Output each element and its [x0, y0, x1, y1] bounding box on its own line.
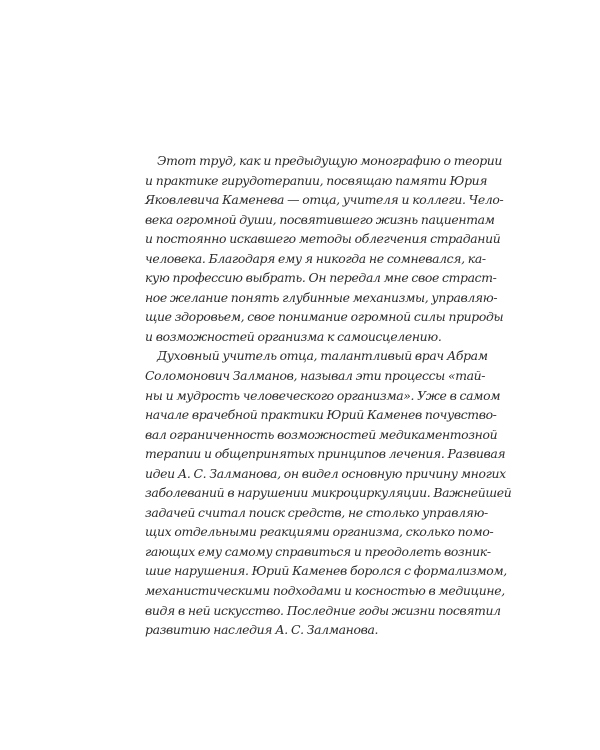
- text-line: века огромной души, посвятившего жизнь пациентам: [145, 211, 495, 227]
- text-line: Яковлевича Каменева — отца, учителя и коллеги. Чело-: [145, 192, 504, 208]
- text-line: и возможностей организма к самоисцелению.: [145, 328, 442, 344]
- paragraph-teacher: [145, 346, 512, 639]
- text-line: гающих ему самому справиться и преодолеть возник-: [145, 543, 491, 559]
- text-line: кую профессию выбрать. Он передал мне свое страст-: [145, 270, 497, 286]
- text-line: заболеваний в нарушении микроциркуляции. Важнейшей: [145, 485, 512, 501]
- text-line: и постоянно искавшего методы облегчения страданий: [145, 231, 501, 247]
- text-line: щих отдельными реакциями организма, сколько помо-: [145, 524, 494, 540]
- text-line: шие нарушения. Юрий Каменев боролся с формализмом,: [145, 563, 507, 579]
- text-line: терапии и общепринятых принципов лечения. Развивая: [145, 446, 506, 462]
- text-line: механистическими подходами и косностью в медицине,: [145, 583, 505, 599]
- text-line: Соломонович Залманов, называл эти процессы «тай-: [145, 368, 486, 384]
- text-line: вал ограниченность возможностей медикаментозной: [145, 426, 498, 442]
- text-line: человека. Благодаря ему я никогда не сомневался, ка-: [145, 250, 486, 266]
- dedication-text: [145, 151, 512, 640]
- text-line: ное желание понять глубинные механизмы, управляю-: [145, 289, 498, 305]
- text-line: Этот труд, как и предыдущую монографию о теории: [157, 153, 503, 168]
- text-line: развитию наследия А. С. Залманова.: [145, 622, 379, 638]
- text-line: видя в ней искусство. Последние годы жизни посвятил: [145, 602, 501, 618]
- text-line: щие здоровьем, свое понимание огромной силы природы: [145, 309, 504, 325]
- text-line: начале врачебной практики Юрий Каменев почувство-: [145, 407, 497, 423]
- text-line: и практике гирудотерапии, посвящаю памяти Юрия: [145, 172, 488, 188]
- text-line: ны и мудрость человеческого организма». Уже в самом: [145, 387, 501, 403]
- paragraph-dedication: [145, 151, 504, 346]
- text-line: задачей считал поиск средств, не столько управляю-: [145, 504, 488, 520]
- text-line: идеи А. С. Залманова, он видел основную причину многих: [145, 465, 506, 481]
- text-line: Духовный учитель отца, талантливый врач Абрам: [157, 348, 488, 364]
